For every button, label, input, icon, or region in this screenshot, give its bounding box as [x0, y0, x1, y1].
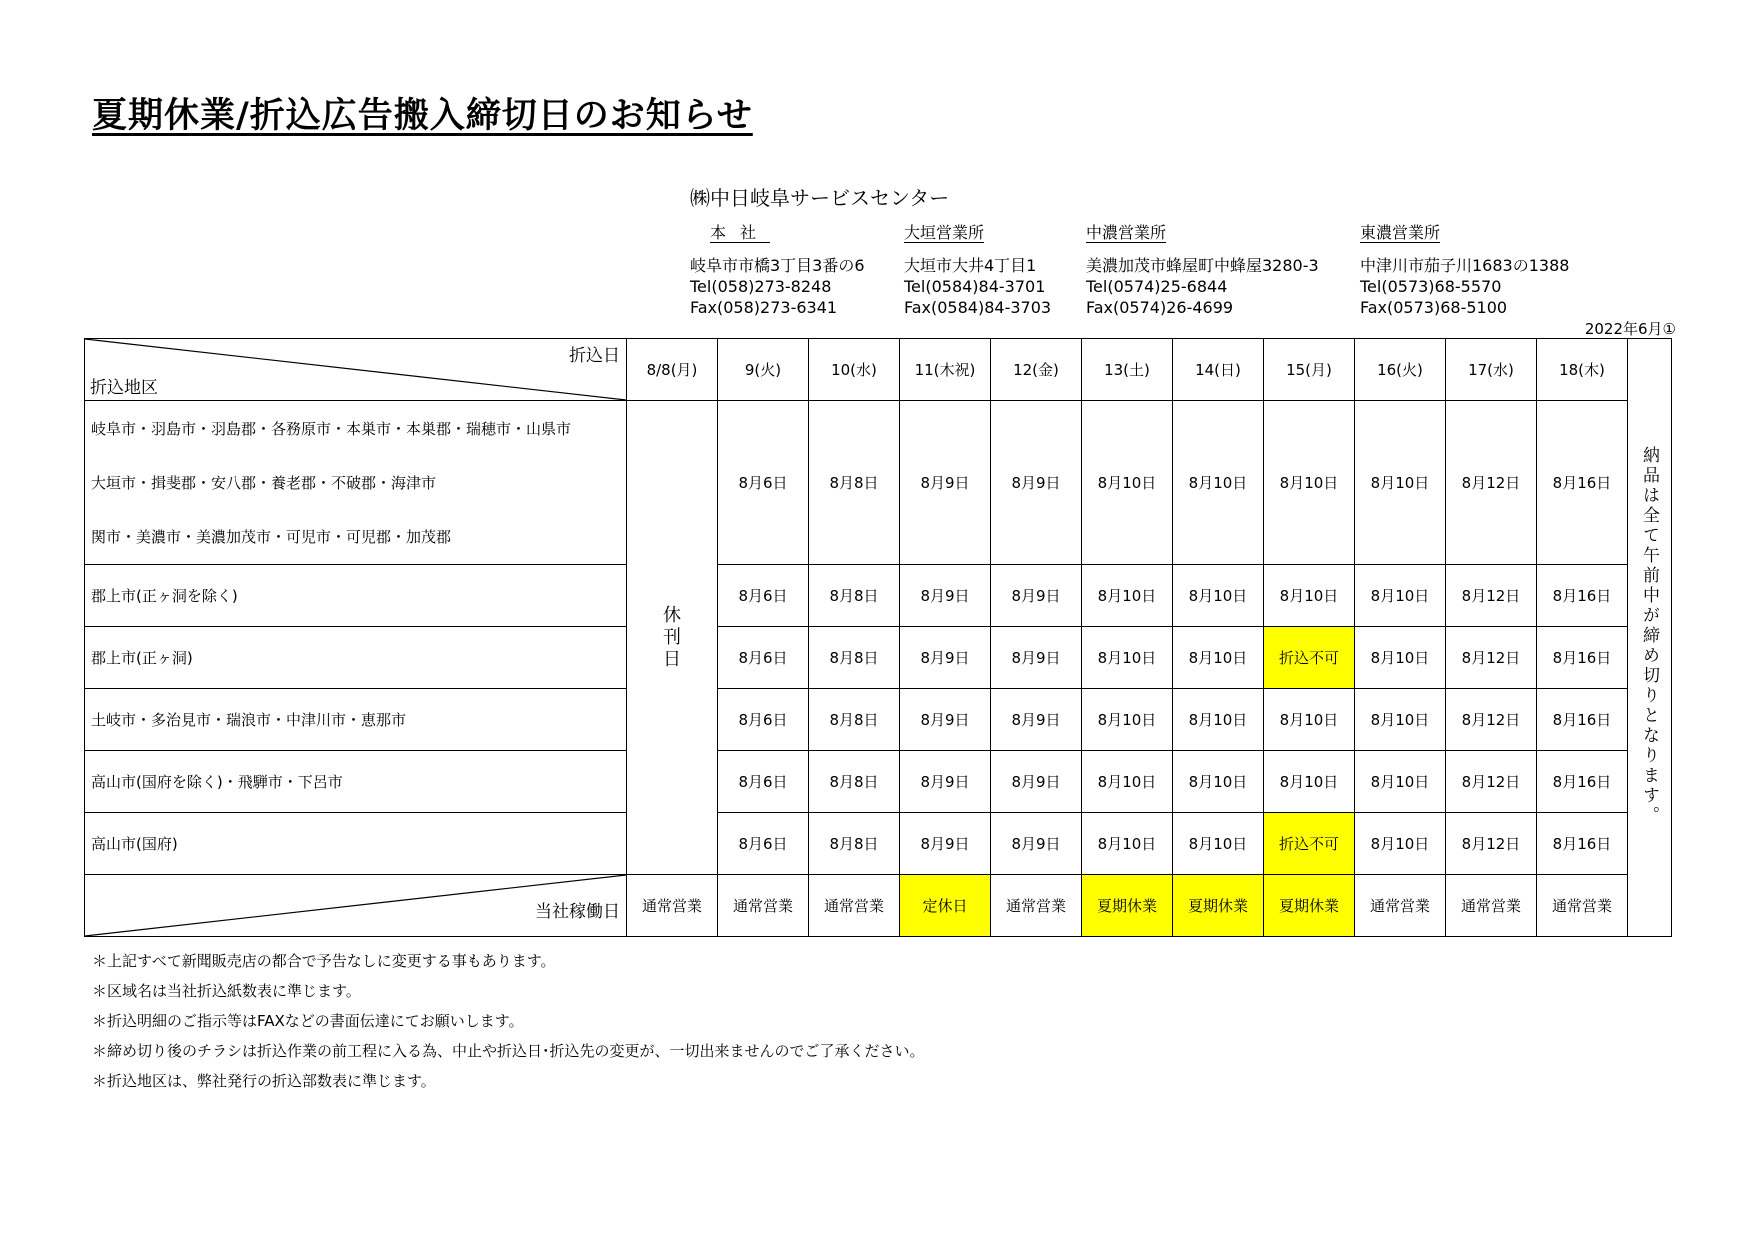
note-item: ＊区域名は当社折込紙数表に準じます。: [92, 982, 361, 1000]
business-status-cell: 通常営業: [627, 875, 718, 937]
office-name: 大垣営業所: [904, 223, 985, 242]
office-tel: Tel(0584)84-3701: [904, 277, 1046, 296]
area-name: 関市・美濃市・美濃加茂市・可児市・可児郡・加茂郡: [91, 527, 452, 546]
deadline-cell: 8月8日: [809, 565, 900, 627]
notes-list: [92, 946, 925, 1096]
office-address: 岐阜市市橋3丁目3番の6: [690, 256, 865, 275]
office-tel: Tel(0573)68-5570: [1360, 277, 1502, 296]
table-row: [85, 565, 1672, 627]
deadline-cell: 8月6日: [718, 627, 809, 689]
day-header: 10(水): [809, 339, 900, 401]
office-tel: Tel(058)273-8248: [690, 277, 832, 296]
day-header: 14(日): [1173, 339, 1264, 401]
day-header: 16(火): [1355, 339, 1446, 401]
area-name: 郡上市(正ヶ洞を除く): [85, 565, 627, 627]
deadline-cell: 8月8日: [809, 689, 900, 751]
deadline-cell: 8月8日: [809, 751, 900, 813]
deadline-cell: 8月10日: [1082, 689, 1173, 751]
deadline-cell: 8月16日: [1537, 401, 1628, 565]
deadline-cell: 8月6日: [718, 813, 809, 875]
day-header: 17(水): [1446, 339, 1537, 401]
deadline-cell: 8月12日: [1446, 627, 1537, 689]
deadline-cell: 8月9日: [991, 401, 1082, 565]
deadline-cell: 8月10日: [1173, 751, 1264, 813]
deadline-cell: 8月16日: [1537, 813, 1628, 875]
area-name: 高山市(国府を除く)・飛騨市・下呂市: [85, 751, 627, 813]
side-note: 納品は全て午前中が締め切りとなります。: [1639, 445, 1659, 826]
deadline-cell: 8月16日: [1537, 689, 1628, 751]
deadline-cell: 8月10日: [1173, 565, 1264, 627]
business-status-cell: 通常営業: [1355, 875, 1446, 937]
no-insert-cell: 折込不可: [1264, 627, 1355, 689]
day-header: 13(土): [1082, 339, 1173, 401]
area-name: 土岐市・多治見市・瑞浪市・中津川市・恵那市: [85, 689, 627, 751]
deadline-cell: 8月9日: [900, 401, 991, 565]
business-status-cell: 通常営業: [718, 875, 809, 937]
office-name: 中濃営業所: [1086, 223, 1167, 242]
office-honsha: [690, 222, 865, 318]
company-name: ㈱中日岐阜サービスセンター: [690, 186, 950, 210]
deadline-cell: 8月9日: [991, 751, 1082, 813]
deadline-cell: 8月10日: [1173, 813, 1264, 875]
deadline-cell: 8月9日: [991, 627, 1082, 689]
table-row: [85, 689, 1672, 751]
side-note-cell: [1628, 339, 1672, 937]
deadline-cell: 8月6日: [718, 689, 809, 751]
note-item: ＊折込地区は、弊社発行の折込部数表に準じます。: [92, 1072, 436, 1090]
deadline-cell: 8月10日: [1355, 689, 1446, 751]
office-fax: Fax(058)273-6341: [690, 298, 838, 317]
office-fax: Fax(0574)26-4699: [1086, 298, 1234, 317]
deadline-cell: 8月12日: [1446, 401, 1537, 565]
deadline-cell: 8月10日: [1355, 401, 1446, 565]
deadline-cell: 8月9日: [991, 565, 1082, 627]
deadline-cell: 8月12日: [1446, 751, 1537, 813]
deadline-cell: 8月16日: [1537, 627, 1628, 689]
deadline-cell: 8月16日: [1537, 565, 1628, 627]
area-name: 岐阜市・羽島市・羽島郡・各務原市・本巣市・本巣郡・瑞穂市・山県市: [91, 419, 572, 438]
deadline-cell: 8月8日: [809, 813, 900, 875]
deadline-cell: 8月9日: [900, 565, 991, 627]
corner-date-label: 折込日: [569, 346, 620, 366]
office-address: 大垣市大井4丁目1: [904, 256, 1037, 275]
header-row: [85, 339, 1672, 401]
day-header: 12(金): [991, 339, 1082, 401]
deadline-cell: 8月8日: [809, 627, 900, 689]
deadline-cell: 8月6日: [718, 565, 809, 627]
office-fax: Fax(0584)84-3703: [904, 298, 1052, 317]
business-status-cell: 通常営業: [1446, 875, 1537, 937]
deadline-cell: 8月12日: [1446, 565, 1537, 627]
area-cell: [85, 401, 627, 565]
deadline-cell: 8月16日: [1537, 751, 1628, 813]
deadline-cell: 8月10日: [1264, 565, 1355, 627]
deadline-cell: 8月10日: [1264, 689, 1355, 751]
deadline-cell: 8月6日: [718, 751, 809, 813]
business-status-cell: 定休日: [900, 875, 991, 937]
corner-cell: [85, 339, 627, 401]
deadline-cell: 8月10日: [1082, 401, 1173, 565]
deadline-cell: 8月10日: [1355, 751, 1446, 813]
deadline-cell: 8月10日: [1264, 751, 1355, 813]
deadline-cell: 8月10日: [1355, 565, 1446, 627]
deadline-cell: 8月10日: [1082, 565, 1173, 627]
office-address: 美濃加茂市蜂屋町中蜂屋3280-3: [1086, 256, 1319, 275]
area-name: 郡上市(正ヶ洞): [85, 627, 627, 689]
note-item: ＊締め切り後のチラシは折込作業の前工程に入る為、中止や折込日･折込先の変更が、一切出来ませんのでご了承ください。: [92, 1042, 925, 1060]
office-fax: Fax(0573)68-5100: [1360, 298, 1508, 317]
edition-label: 2022年6月①: [1584, 320, 1676, 338]
deadline-cell: 8月9日: [900, 813, 991, 875]
deadline-cell: 8月10日: [1264, 401, 1355, 565]
business-status-cell: 夏期休業: [1173, 875, 1264, 937]
table-row: [85, 627, 1672, 689]
office-name: 本社: [710, 223, 771, 242]
table-row: [85, 401, 1672, 565]
deadline-cell: 8月12日: [1446, 813, 1537, 875]
deadline-cell: 8月9日: [900, 751, 991, 813]
deadline-cell: 8月9日: [991, 689, 1082, 751]
corner-area-label: 折込地区: [90, 378, 158, 398]
deadline-cell: 8月9日: [991, 813, 1082, 875]
footer-row: [85, 875, 1672, 937]
table-row: [85, 813, 1672, 875]
day-header: 18(木): [1537, 339, 1628, 401]
deadline-cell: 8月9日: [900, 689, 991, 751]
day-header: 8/8(月): [627, 339, 718, 401]
deadline-cell: 8月10日: [1355, 627, 1446, 689]
business-status-cell: 夏期休業: [1082, 875, 1173, 937]
note-item: ＊折込明細のご指示等はFAXなどの書面伝達にてお願いします。: [92, 1012, 524, 1030]
office-chuno: [1086, 222, 1319, 318]
deadline-cell: 8月10日: [1173, 689, 1264, 751]
business-status-cell: 通常営業: [991, 875, 1082, 937]
deadline-cell: 8月10日: [1173, 401, 1264, 565]
business-status-cell: 通常営業: [1537, 875, 1628, 937]
deadline-cell: 8月6日: [718, 401, 809, 565]
office-ogaki: [904, 222, 1051, 318]
no-insert-cell: 折込不可: [1264, 813, 1355, 875]
office-name: 東濃営業所: [1360, 223, 1441, 242]
footer-label-cell: [85, 875, 627, 937]
area-name: 大垣市・揖斐郡・安八郡・養老郡・不破郡・海津市: [91, 473, 437, 492]
deadline-cell: 8月10日: [1355, 813, 1446, 875]
day-header: 15(月): [1264, 339, 1355, 401]
closed-day-cell: [627, 401, 718, 875]
deadline-cell: 8月10日: [1082, 751, 1173, 813]
deadline-cell: 8月10日: [1173, 627, 1264, 689]
table-row: [85, 751, 1672, 813]
office-tono: [1360, 222, 1569, 318]
deadline-cell: 8月12日: [1446, 689, 1537, 751]
business-status-cell: 通常営業: [809, 875, 900, 937]
deadline-cell: 8月8日: [809, 401, 900, 565]
business-status-cell: 夏期休業: [1264, 875, 1355, 937]
closed-day-label: 休 刊 日: [663, 604, 681, 670]
note-item: ＊上記すべて新聞販売店の都合で予告なしに変更する事もあります。: [92, 952, 556, 970]
area-name: 高山市(国府): [85, 813, 627, 875]
day-header: 11(木祝): [900, 339, 991, 401]
deadline-cell: 8月9日: [900, 627, 991, 689]
deadline-cell: 8月10日: [1082, 813, 1173, 875]
deadline-table: [84, 338, 1672, 937]
day-header: 9(火): [718, 339, 809, 401]
office-tel: Tel(0574)25-6844: [1086, 277, 1228, 296]
office-address: 中津川市茄子川1683の1388: [1360, 256, 1570, 275]
footer-label: 当社稼働日: [535, 902, 620, 922]
deadline-cell: 8月10日: [1082, 627, 1173, 689]
page-title: 夏期休業/折込広告搬入締切日のお知らせ: [92, 96, 753, 136]
